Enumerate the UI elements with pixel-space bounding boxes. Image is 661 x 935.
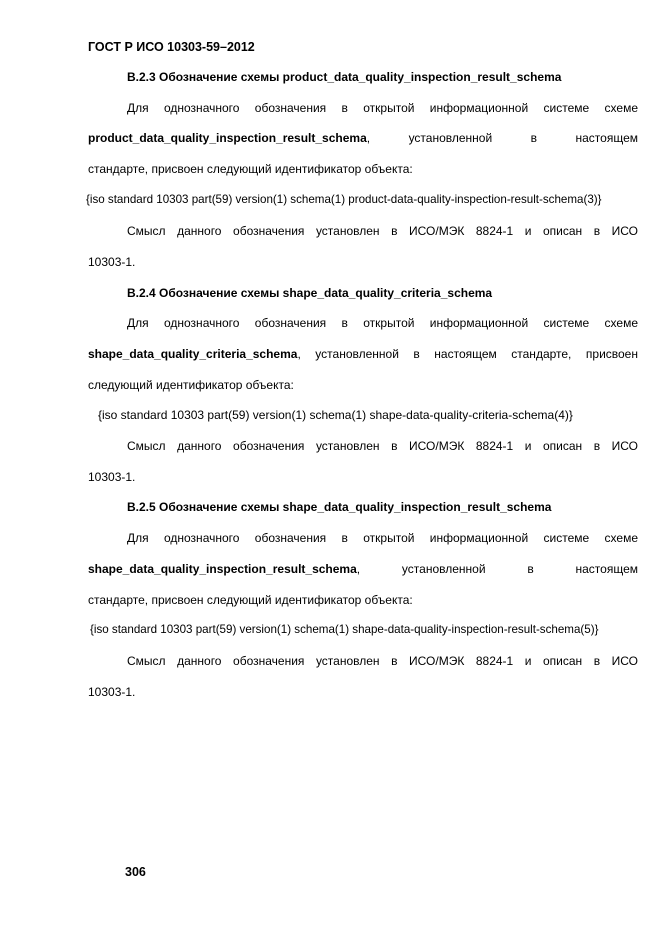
paragraph-text: , установленной в настоящем [366, 131, 638, 145]
schema-name: shape_data_quality_criteria_schema [88, 347, 298, 361]
section-heading-b24: В.2.4 Обозначение схемы shape_data_quality_criteria_schema [127, 286, 493, 300]
section-b24-paragraph-line2 [88, 347, 638, 361]
section-b25-paragraph-line2 [88, 562, 638, 576]
section-b25-paragraph-line3: стандарте, присвоен следующий идентификатор объекта: [88, 593, 413, 607]
section-heading-b23: В.2.3 Обозначение схемы product_data_quality_inspection_result_schema [127, 70, 562, 84]
page-number: 306 [125, 865, 146, 879]
section-b24-meaning-line2: 10303-1. [88, 470, 136, 484]
section-b23-meaning-line1: Смысл данного обозначения установлен в ИСО/МЭК 8824-1 и описан в ИСО [127, 224, 638, 238]
paragraph-text: , установленной в настоящем стандарте, присвоен [297, 347, 638, 361]
section-b25-identifier: {iso standard 10303 part(59) version(1) schema(1) shape-data-quality-inspection-result-schema(5)} [90, 623, 599, 636]
paragraph-text: , установленной в настоящем [356, 562, 638, 576]
section-b25-meaning-line1: Смысл данного обозначения установлен в ИСО/МЭК 8824-1 и описан в ИСО [127, 654, 638, 668]
section-b23-paragraph-line2 [88, 131, 638, 145]
section-b23-paragraph-line1: Для однозначного обозначения в открытой информационной системе схеме [127, 101, 638, 115]
section-b23-paragraph-line3: стандарте, присвоен следующий идентификатор объекта: [88, 162, 413, 176]
section-b23-identifier: {iso standard 10303 part(59) version(1) schema(1) product-data-quality-inspection-result-schema(3)} [86, 193, 602, 206]
section-b24-meaning-line1: Смысл данного обозначения установлен в ИСО/МЭК 8824-1 и описан в ИСО [127, 439, 638, 453]
section-b23-meaning-line2: 10303-1. [88, 255, 136, 269]
section-b25-meaning-line2: 10303-1. [88, 685, 136, 699]
schema-name: product_data_quality_inspection_result_schema [88, 131, 367, 145]
section-heading-b25: В.2.5 Обозначение схемы shape_data_quality_inspection_result_schema [127, 500, 552, 514]
section-b25-paragraph-line1: Для однозначного обозначения в открытой информационной системе схеме [127, 531, 638, 545]
section-b24-paragraph-line3: следующий идентификатор объекта: [88, 378, 294, 392]
document-header: ГОСТ Р ИСО 10303-59–2012 [88, 40, 255, 54]
schema-name: shape_data_quality_inspection_result_schema [88, 562, 357, 576]
section-b24-identifier: {iso standard 10303 part(59) version(1) schema(1) shape-data-quality-criteria-schema(4)} [98, 408, 573, 422]
section-b24-paragraph-line1: Для однозначного обозначения в открытой информационной системе схеме [127, 316, 638, 330]
